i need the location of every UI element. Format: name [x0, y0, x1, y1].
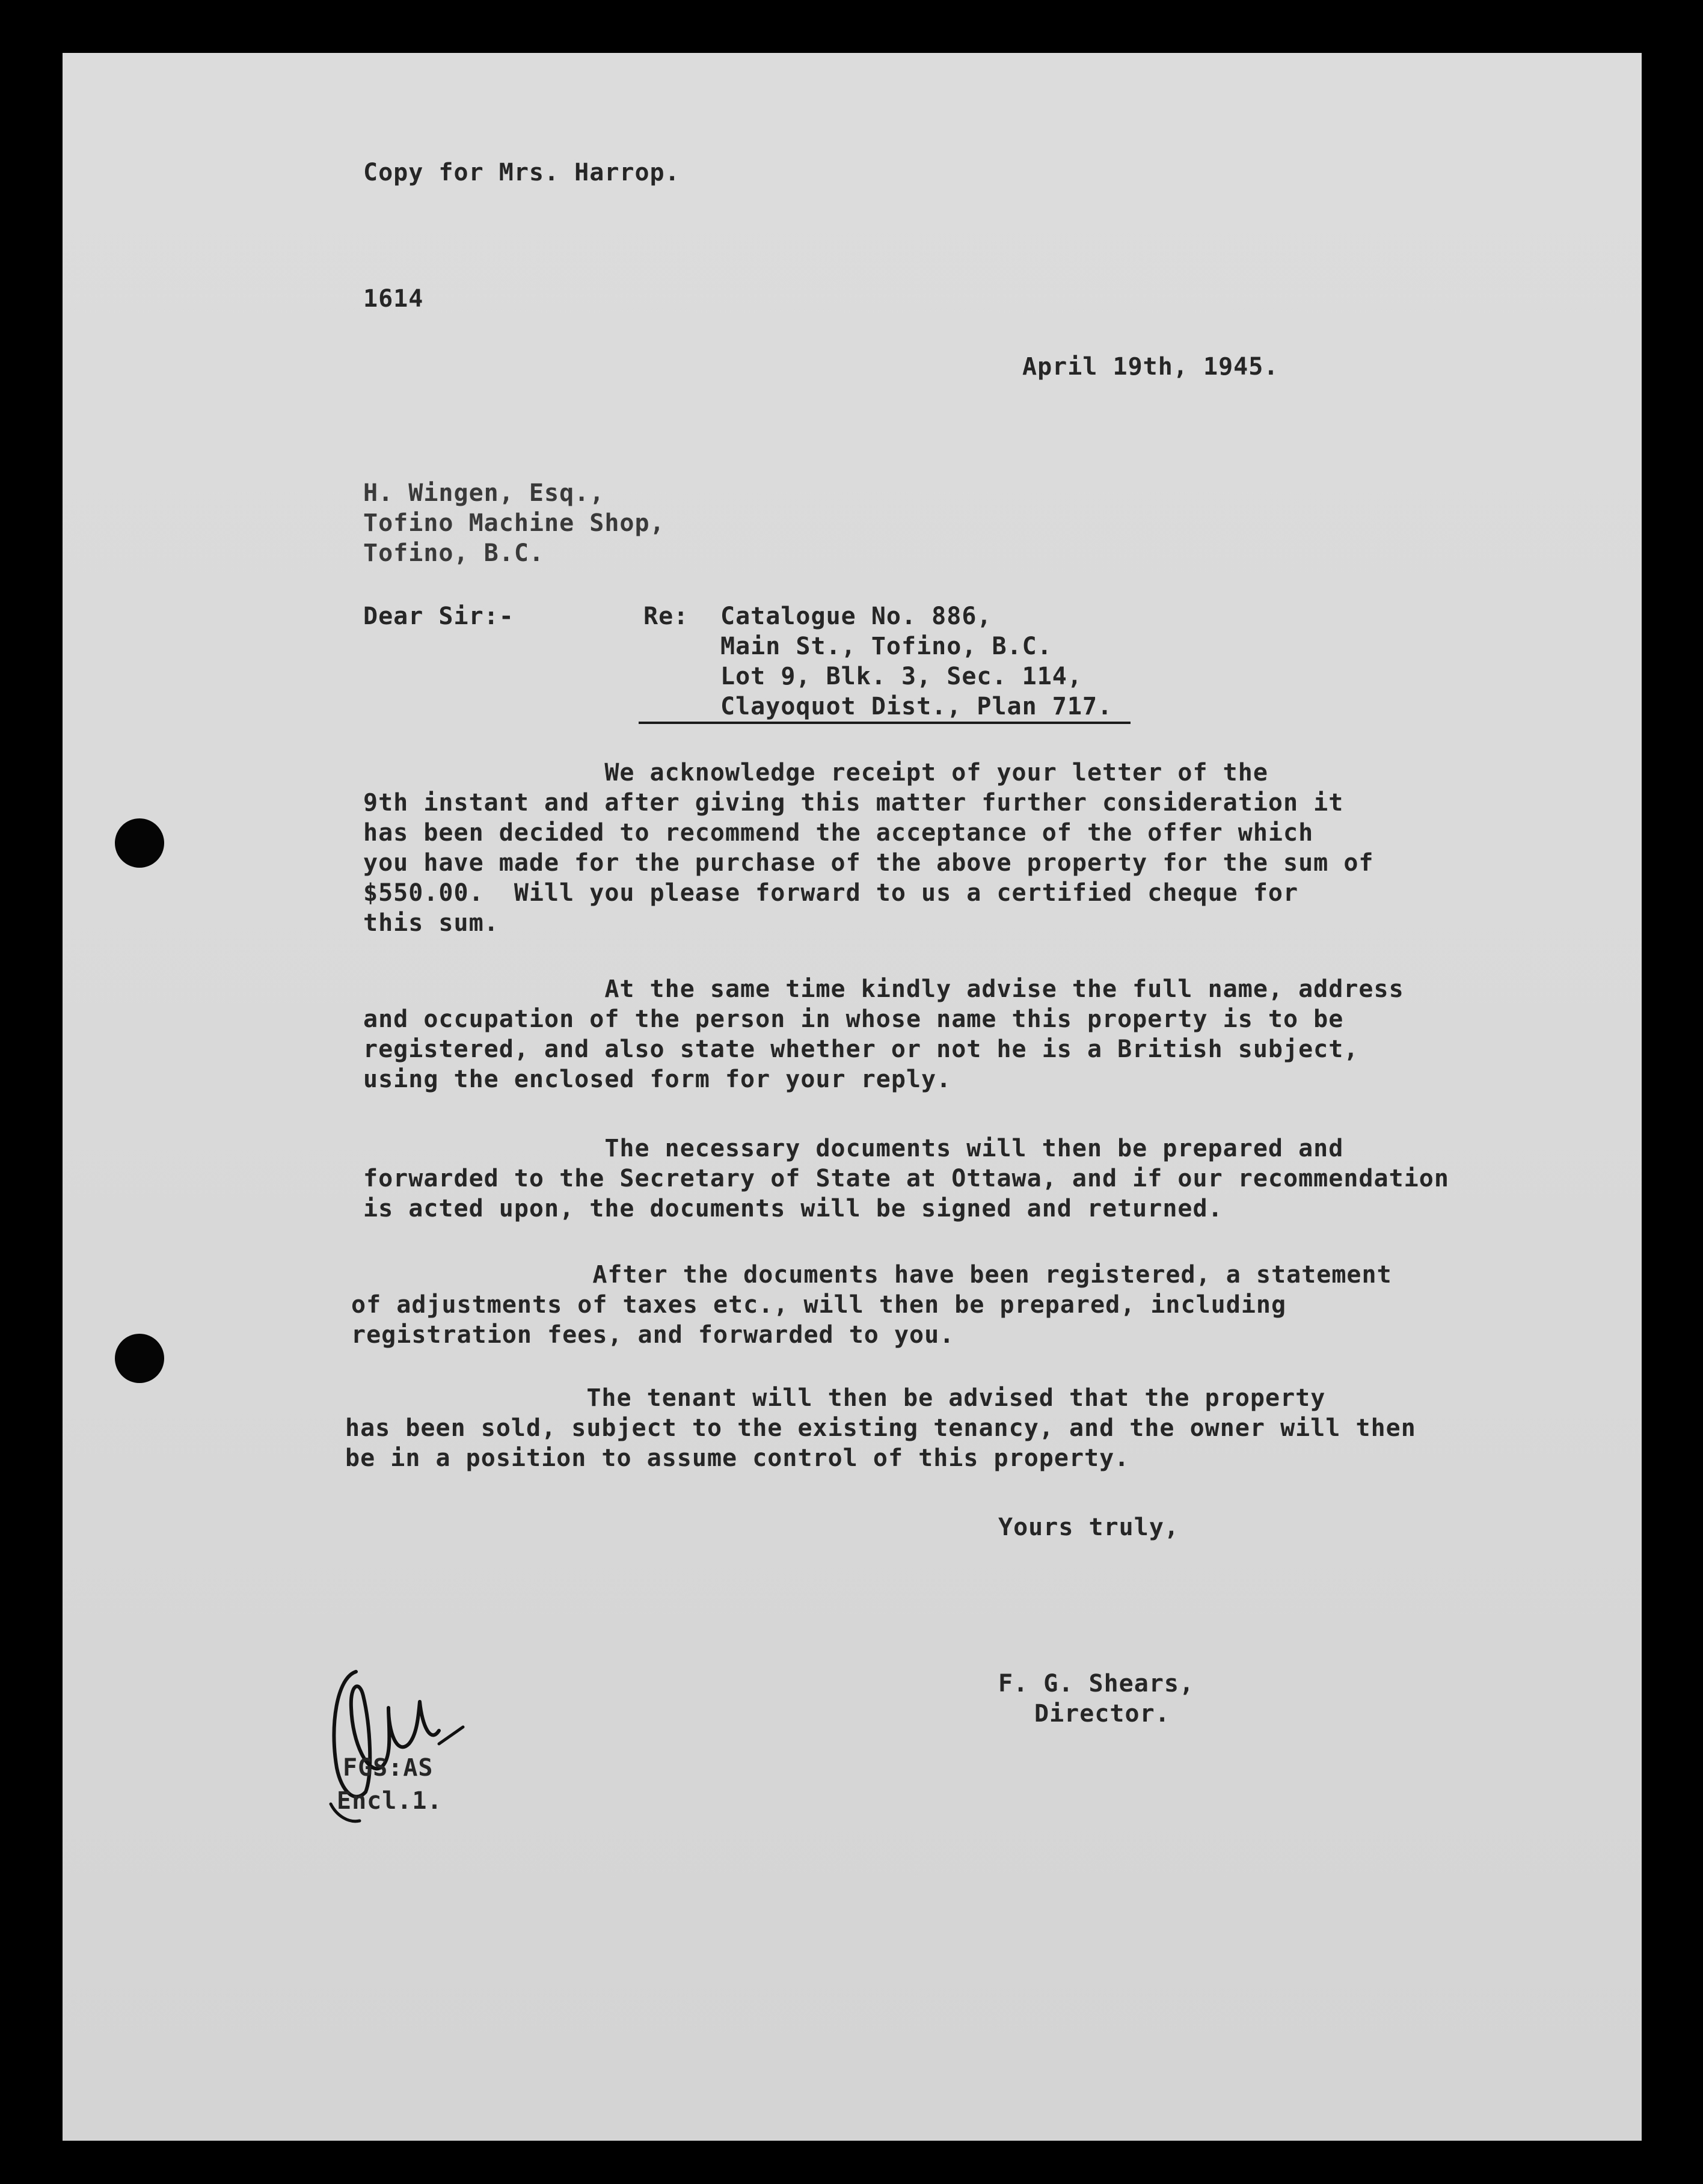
recipient-name: H. Wingen, Esq.,: [363, 479, 605, 507]
re-label: Re:: [643, 603, 689, 630]
re-catalogue: Catalogue No. 886,: [720, 603, 992, 630]
re-district: Clayoquot Dist., Plan 717.: [720, 693, 1113, 720]
letter-date: April 19th, 1945.: [1022, 353, 1279, 381]
recipient-location: Tofino, B.C.: [363, 539, 544, 567]
body-paragraph-2: At the same time kindly advise the full name, address and occupation of the person in whose name this property is to be registered, and also state whether or not he is a British subject, using the enclosed form for your reply.: [363, 975, 1404, 1093]
valediction: Yours truly,: [998, 1514, 1179, 1541]
binder-hole-upper: [115, 818, 164, 868]
body-paragraph-1: We acknowledge receipt of your letter of the 9th instant and after giving this matter further consideration it has been decided to recommend the acceptance of the offer which you have made for the purchase of the above property for the sum of $550.00. Will you please forward to us a certified cheque for this sum.: [363, 759, 1374, 937]
binder-hole-lower: [115, 1334, 164, 1383]
re-street: Main St., Tofino, B.C.: [720, 633, 1052, 660]
re-lot: Lot 9, Blk. 3, Sec. 114,: [720, 663, 1082, 690]
body-paragraph-5: The tenant will then be advised that the property has been sold, subject to the existing tenancy, and the owner will then be in a position to assume control of this property.: [345, 1384, 1416, 1472]
body-paragraph-3: The necessary documents will then be prepared and forwarded to the Secretary of State at Ottawa, and if our recommendation is acted upon, the documents will be signed and returned.: [363, 1135, 1449, 1222]
re-underline: [639, 722, 1131, 724]
signatory-title: Director.: [1034, 1700, 1170, 1728]
enclosure-note: Encl.1.: [337, 1787, 443, 1815]
salutation: Dear Sir:-: [363, 603, 514, 630]
signatory-name: F. G. Shears,: [998, 1670, 1195, 1698]
file-number: 1614: [363, 285, 424, 313]
recipient-company: Tofino Machine Shop,: [363, 509, 665, 537]
copy-note: Copy for Mrs. Harrop.: [363, 159, 680, 186]
letter-page: [63, 53, 1642, 2141]
typist-initials: FGS:AS: [343, 1754, 434, 1782]
body-paragraph-4: After the documents have been registered, a statement of adjustments of taxes etc., will then be prepared, including registration fees, and forwarded to you.: [351, 1261, 1392, 1349]
